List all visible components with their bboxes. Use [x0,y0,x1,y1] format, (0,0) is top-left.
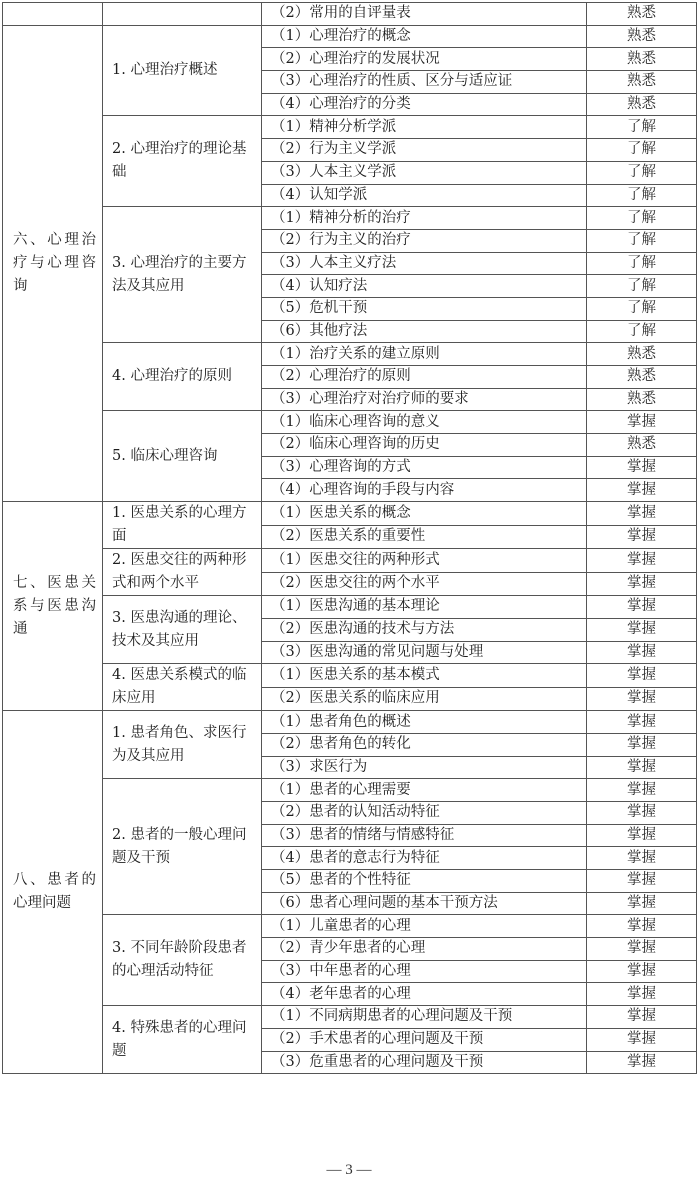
requirement-level-cell: 了解 [587,184,697,207]
requirement-level-cell: 熟悉 [587,3,697,26]
indicator-cell: （2）心理治疗的发展状况 [262,48,587,71]
unit-cell [3,502,103,711]
indicator-cell: （3）中年患者的心理 [262,960,587,983]
requirement-level-cell: 掌握 [587,411,697,434]
indicator-cell: （4）老年患者的心理 [262,983,587,1006]
requirement-level-cell: 掌握 [587,892,697,915]
requirement-level-cell: 了解 [587,229,697,252]
requirement-level-cell: 掌握 [587,1051,697,1074]
indicator-cell: （3）人本主义学派 [262,161,587,184]
indicator-cell: （1）精神分析学派 [262,116,587,139]
table-row [3,779,697,802]
indicator-cell: （3）心理咨询的方式 [262,456,587,479]
element-cell: 4. 医患关系模式的临床应用 [103,664,262,711]
element-cell [103,3,262,26]
requirement-level-cell: 掌握 [587,618,697,641]
table-row [3,3,697,26]
table-row [3,711,697,734]
indicator-cell: （1）医患沟通的基本理论 [262,596,587,619]
element-cell: 3. 医患沟通的理论、技术及其应用 [103,596,262,664]
syllabus-table [2,2,697,1074]
requirement-level-cell: 掌握 [587,983,697,1006]
page-number: — 3 — [326,1162,372,1178]
requirement-level-cell: 掌握 [587,824,697,847]
requirement-level-cell: 了解 [587,252,697,275]
requirement-level-cell: 掌握 [587,502,697,526]
requirement-level-cell: 熟悉 [587,388,697,411]
requirement-level-cell: 掌握 [587,549,697,573]
element-cell: 2. 医患交往的两种形式和两个水平 [103,549,262,596]
requirement-level-cell: 掌握 [587,915,697,938]
unit-cell [3,25,103,501]
element-cell: 1. 患者角色、求医行为及其应用 [103,711,262,779]
indicator-cell: （1）临床心理咨询的意义 [262,411,587,434]
requirement-level-cell: 熟悉 [587,343,697,366]
indicator-cell: （2）行为主义的治疗 [262,229,587,252]
indicator-cell: （3）人本主义疗法 [262,252,587,275]
requirement-level-cell: 了解 [587,207,697,230]
requirement-level-cell: 了解 [587,297,697,320]
element-cell: 4. 特殊患者的心理问题 [103,1006,262,1074]
requirement-level-cell: 了解 [587,320,697,343]
requirement-level-cell: 了解 [587,161,697,184]
indicator-cell: （4）心理治疗的分类 [262,93,587,116]
requirement-level-cell: 熟悉 [587,48,697,71]
requirement-level-cell: 掌握 [587,1028,697,1051]
requirement-level-cell: 熟悉 [587,366,697,389]
indicator-cell: （2）医患关系的临床应用 [262,687,587,711]
indicator-cell: （5）危机干预 [262,297,587,320]
requirement-level-cell: 掌握 [587,847,697,870]
element-cell: 1. 心理治疗概述 [103,25,262,116]
indicator-cell: （2）医患沟通的技术与方法 [262,618,587,641]
element-cell: 3. 不同年龄阶段患者的心理活动特征 [103,915,262,1006]
unit-cell [3,711,103,1074]
requirement-level-cell: 掌握 [587,870,697,893]
indicator-cell: （2）患者的认知活动特征 [262,801,587,824]
requirement-level-cell: 掌握 [587,525,697,549]
unit-title: 六、心理治疗与心理咨询 [13,231,96,294]
requirement-level-cell: 掌握 [587,596,697,619]
indicator-cell: （1）儿童患者的心理 [262,915,587,938]
indicator-cell: （4）患者的意志行为特征 [262,847,587,870]
table-row [3,411,697,434]
table-row [3,549,697,573]
indicator-cell: （3）危重患者的心理问题及干预 [262,1051,587,1074]
indicator-cell: （2）青少年患者的心理 [262,938,587,961]
requirement-level-cell: 熟悉 [587,93,697,116]
indicator-cell: （2）手术患者的心理问题及干预 [262,1028,587,1051]
requirement-level-cell: 熟悉 [587,25,697,48]
requirement-level-cell: 掌握 [587,960,697,983]
indicator-cell: （2）行为主义学派 [262,139,587,162]
requirement-level-cell: 掌握 [587,641,697,664]
indicator-cell: （4）心理咨询的手段与内容 [262,479,587,502]
indicator-cell: （1）心理治疗的概念 [262,25,587,48]
requirement-level-cell: 掌握 [587,733,697,756]
indicator-cell: （1）患者角色的概述 [262,711,587,734]
table-row [3,207,697,230]
element-cell: 2. 患者的一般心理问题及干预 [103,779,262,915]
requirement-level-cell: 掌握 [587,664,697,688]
syllabus-table-body [3,3,697,1074]
indicator-cell: （4）认知学派 [262,184,587,207]
indicator-cell: （3）求医行为 [262,756,587,779]
indicator-cell: （6）其他疗法 [262,320,587,343]
element-cell: 3. 心理治疗的主要方法及其应用 [103,207,262,343]
table-row [3,1006,697,1029]
indicator-cell: （2）医患关系的重要性 [262,525,587,549]
indicator-cell: （1）治疗关系的建立原则 [262,343,587,366]
indicator-cell: （3）医患沟通的常见问题与处理 [262,641,587,664]
requirement-level-cell: 了解 [587,116,697,139]
element-cell: 5. 临床心理咨询 [103,411,262,502]
indicator-cell: （2）常用的自评量表 [262,3,587,26]
indicator-cell: （4）认知疗法 [262,275,587,298]
requirement-level-cell: 掌握 [587,779,697,802]
element-cell: 2. 心理治疗的理论基础 [103,116,262,207]
requirement-level-cell: 熟悉 [587,434,697,457]
table-row [3,25,697,48]
element-cell: 4. 心理治疗的原则 [103,343,262,411]
indicator-cell: （3）心理治疗的性质、区分与适应证 [262,71,587,94]
indicator-cell: （1）医患关系的基本模式 [262,664,587,688]
table-row [3,343,697,366]
requirement-level-cell: 掌握 [587,456,697,479]
indicator-cell: （5）患者的个性特征 [262,870,587,893]
indicator-cell: （1）不同病期患者的心理问题及干预 [262,1006,587,1029]
table-row [3,596,697,619]
unit-title: 八、患者的心理问题 [13,872,96,912]
requirement-level-cell: 掌握 [587,756,697,779]
table-row [3,116,697,139]
indicator-cell: （1）精神分析的治疗 [262,207,587,230]
requirement-level-cell: 了解 [587,275,697,298]
element-cell: 1. 医患关系的心理方面 [103,502,262,549]
table-row [3,915,697,938]
indicator-cell: （2）患者角色的转化 [262,733,587,756]
unit-cell [3,3,103,26]
table-row [3,502,697,526]
requirement-level-cell: 掌握 [587,1006,697,1029]
requirement-level-cell: 掌握 [587,687,697,711]
requirement-level-cell: 了解 [587,139,697,162]
unit-title: 七、医患关系与医患沟通 [13,574,96,637]
indicator-cell: （3）心理治疗对治疗师的要求 [262,388,587,411]
indicator-cell: （3）患者的情绪与情感特征 [262,824,587,847]
table-row [3,664,697,688]
indicator-cell: （1）患者的心理需要 [262,779,587,802]
indicator-cell: （2）心理治疗的原则 [262,366,587,389]
requirement-level-cell: 熟悉 [587,71,697,94]
indicator-cell: （6）患者心理问题的基本干预方法 [262,892,587,915]
requirement-level-cell: 掌握 [587,938,697,961]
indicator-cell: （1）医患关系的概念 [262,502,587,526]
indicator-cell: （2）临床心理咨询的历史 [262,434,587,457]
requirement-level-cell: 掌握 [587,572,697,596]
requirement-level-cell: 掌握 [587,711,697,734]
requirement-level-cell: 掌握 [587,479,697,502]
requirement-level-cell: 掌握 [587,801,697,824]
indicator-cell: （1）医患交往的两种形式 [262,549,587,573]
indicator-cell: （2）医患交往的两个水平 [262,572,587,596]
